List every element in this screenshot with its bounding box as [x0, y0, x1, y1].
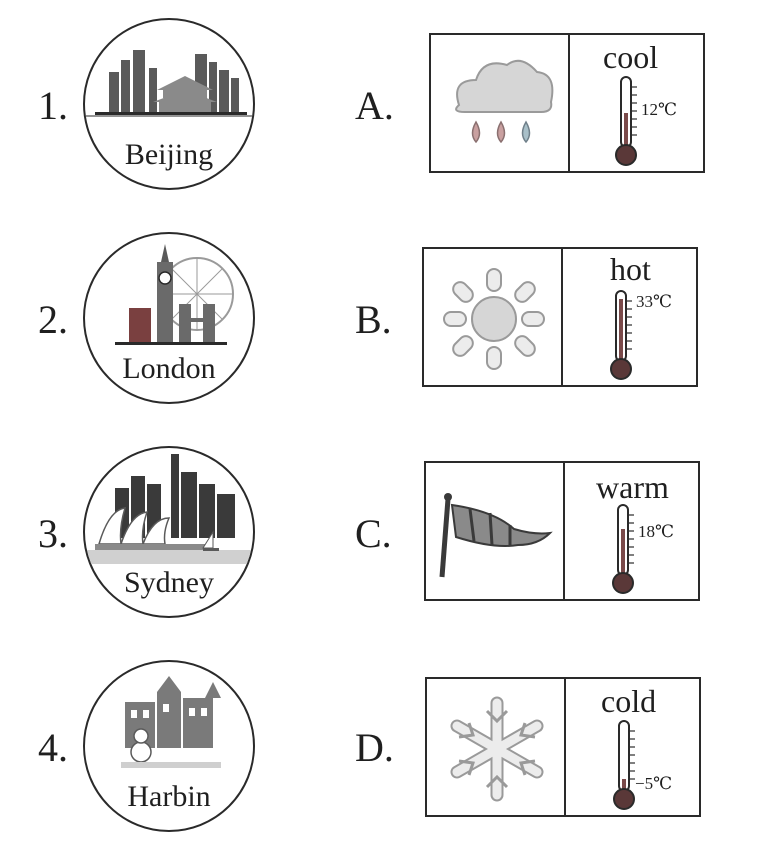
city-circle-harbin: [83, 660, 255, 832]
thermometer-icon: [611, 75, 651, 171]
temperature-a: 12℃: [641, 100, 678, 119]
option-letter-b: B.: [355, 297, 392, 342]
windsock-icon: [434, 485, 558, 585]
weather-word-c: warm: [596, 469, 669, 505]
city-circle-beijing: [83, 18, 255, 190]
city-name-london: London: [122, 352, 216, 385]
city-name-harbin: Harbin: [127, 780, 211, 813]
temperature-d: −5℃: [635, 774, 673, 793]
city-circle-sydney: [83, 446, 255, 618]
weather-word-b: hot: [610, 251, 651, 287]
option-letter-c: C.: [355, 511, 392, 556]
temperature-b: 33℃: [636, 292, 673, 311]
weather-card-a: [429, 33, 705, 173]
city-circle-london: [83, 232, 255, 404]
option-letter-d: D.: [355, 725, 394, 770]
item-number-1: 1.: [38, 83, 68, 128]
item-number-4: 4.: [38, 725, 68, 770]
item-number-3: 3.: [38, 511, 68, 556]
thermometer-icon: [609, 719, 649, 815]
snowflake-icon: [437, 689, 557, 809]
temperature-c: 18℃: [638, 522, 675, 541]
item-number-2: 2.: [38, 297, 68, 342]
weather-word-a: cool: [603, 39, 659, 75]
weather-card-c: [424, 461, 700, 601]
option-letter-a: A.: [355, 83, 394, 128]
sun-icon: [434, 259, 554, 379]
weather-card-b: [422, 247, 698, 387]
weather-word-d: cold: [601, 683, 657, 719]
weather-card-d: [425, 677, 701, 817]
city-name-sydney: Sydney: [124, 566, 214, 599]
thermometer-icon: [608, 503, 648, 599]
city-name-beijing: Beijing: [124, 138, 214, 171]
rain-cloud-icon: [441, 50, 561, 160]
